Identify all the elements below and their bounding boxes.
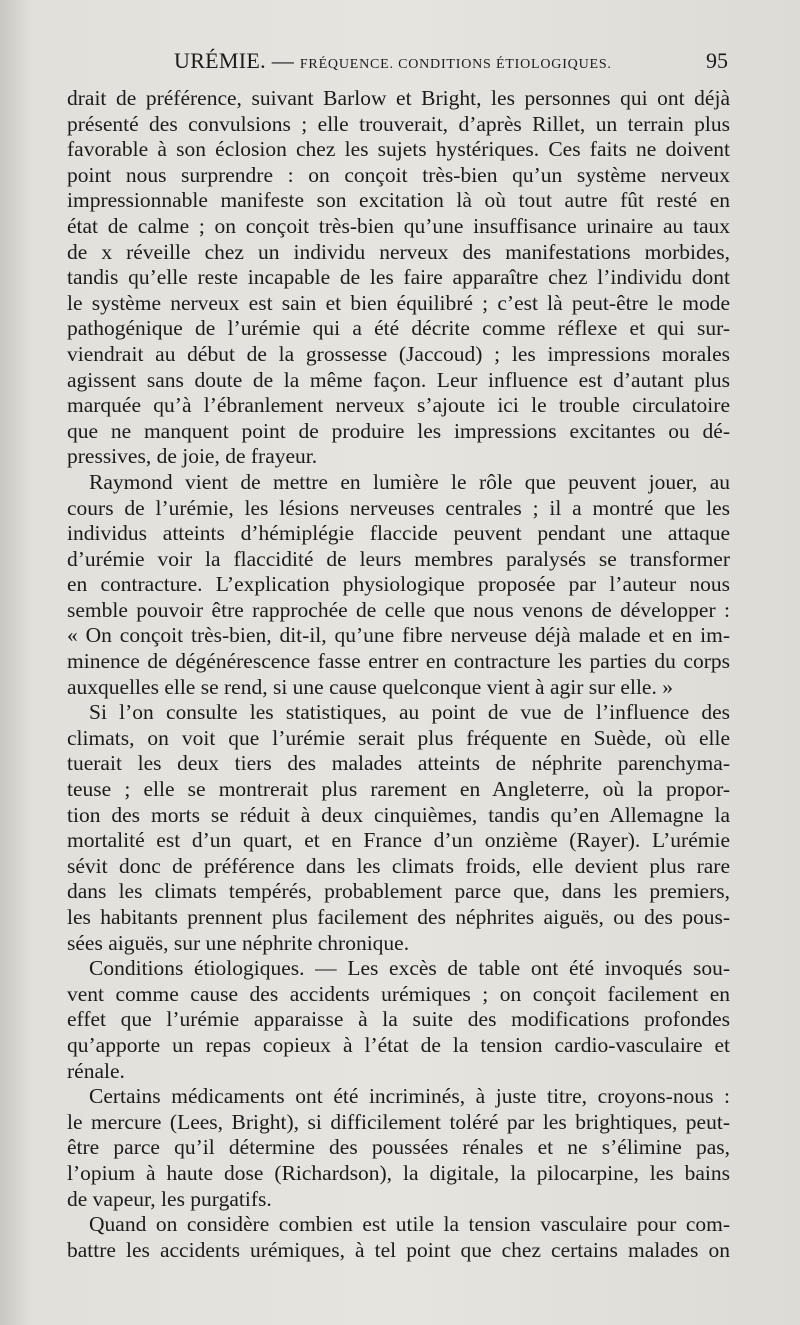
text-line: être parce qu’il détermine des poussées rénales et ne s’élimine pas, [67, 1135, 730, 1160]
text-line: tuerait les deux tiers des malades atteints de néphrite parenchyma- [67, 751, 730, 776]
running-header [66, 48, 728, 78]
header-title-main: URÉMIE. [174, 48, 266, 73]
text-line: viendrait au début de la grossesse (Jaccoud) ; les impressions morales [67, 341, 730, 366]
text-line: présenté des convulsions ; elle trouverait, d’après Rillet, un terrain plus [67, 111, 730, 136]
text-line: sées aiguës, sur une néphrite chronique. [67, 930, 410, 955]
text-line: individus atteints d’hémiplégie flaccide peuvent pendant une attaque [67, 521, 730, 546]
text-line: battre les accidents urémiques, à tel point que chez certains malades on [67, 1237, 730, 1262]
text-line: semble pouvoir être rapprochée de celle que nous venons de développer : [67, 597, 730, 622]
text-line: rénale. [67, 1058, 125, 1083]
text-line: tandis qu’elle reste incapable de les faire apparaître chez l’individu dont [67, 265, 730, 290]
text-line: Certains médicaments ont été incriminés, à juste titre, croyons-nous : [89, 1084, 730, 1109]
text-line: auxquelles elle se rend, si une cause quelconque vient à agir sur elle. » [67, 674, 673, 699]
text-line: dans les climats tempérés, probablement parce que, dans les premiers, [67, 879, 730, 904]
text-line: qu’apporte un repas copieux à l’état de la tension cardio-vasculaire et [67, 1032, 730, 1057]
text-line: le système nerveux est sain et bien équilibré ; c’est là peut-être le mode [67, 290, 730, 315]
text-line: mortalité est d’un quart, et en France d’un onzième (Rayer). L’urémie [67, 828, 730, 853]
header-title-rest: FRÉQUENCE. CONDITIONS ÉTIOLOGIQUES. [299, 57, 612, 72]
text-line: que ne manquent point de produire les impressions excitantes ou dé- [67, 418, 730, 443]
text-line: Quand on considère combien est utile la tension vasculaire pour com- [89, 1212, 730, 1237]
text-line: « On conçoit très-bien, dit-il, qu’une fibre nerveuse déjà malade et en im- [67, 623, 730, 648]
text-line: marquée qu’à l’ébranlement nerveux s’ajoute ici le trouble circulatoire [67, 393, 730, 418]
text-line: climats, on voit que l’urémie serait plus fréquente en Suède, où elle [67, 725, 730, 750]
text-line: minence de dégénérescence fasse entrer en contracture les parties du corps [67, 649, 730, 674]
text-line: l’opium à haute dose (Richardson), la digitale, la pilocarpine, les bains [67, 1160, 730, 1185]
text-line: d’urémie voir la flaccidité de leurs membres paralysés se transformer [67, 546, 730, 571]
text-line: Si l’on consulte les statistiques, au point de vue de l’influence des [89, 700, 730, 725]
text-line: en contracture. L’explication physiologique proposée par l’auteur nous [67, 572, 730, 597]
text-line: impressionnable manifeste son excitation là où tout autre fût resté en [67, 188, 730, 213]
text-line: cours de l’urémie, les lésions nerveuses centrales ; il a montré que les [67, 495, 730, 520]
text-line: sévit donc de préférence dans les climats froids, elle devient plus rare [67, 853, 730, 878]
page-body-text [67, 86, 730, 1263]
text-line: drait de préférence, suivant Barlow et Bright, les personnes qui ont déjà [67, 86, 730, 110]
text-line: état de calme ; on conçoit très-bien qu’une insuffisance urinaire au taux [67, 213, 730, 238]
text-line: pressives, de joie, de frayeur. [67, 444, 318, 469]
page-number: 95 [706, 48, 728, 73]
section-heading-line: Conditions étiologiques. — Les excès de table ont été invoqués sou- [89, 956, 730, 981]
text-line: tion des morts se réduit à deux cinquièmes, tandis qu’en Allemagne la [67, 802, 730, 827]
text-line: de x réveille chez un individu nerveux des manifestations morbides, [67, 239, 730, 264]
text-line: les habitants prennent plus facilement des néphrites aiguës, ou des pous- [67, 905, 730, 929]
text-line: Raymond vient de mettre en lumière le rôle que peuvent jouer, au [89, 469, 730, 494]
text-line: le mercure (Lees, Bright), si difficilement toléré par les brightiques, peut- [67, 1109, 730, 1134]
text-line: vent comme cause des accidents urémiques ; on conçoit facilement en [67, 981, 730, 1006]
header-title-dash: — [265, 48, 300, 73]
text-line: point nous surprendre : on conçoit très-bien qu’un système nerveux [67, 162, 730, 187]
text-line: de vapeur, les purgatifs. [67, 1186, 272, 1211]
text-line: favorable à son éclosion chez les sujets hystériques. Ces faits ne doivent [67, 137, 730, 162]
text-line: agissent sans doute de la même façon. Leur influence est d’autant plus [67, 367, 730, 392]
text-line: effet que l’urémie apparaisse à la suite des modifications profondes [67, 1007, 730, 1032]
header-title [174, 48, 612, 74]
text-line: pathogénique de l’urémie qui a été décrite comme réflexe et qui sur- [67, 316, 730, 341]
text-line: teuse ; elle se montrerait plus rarement en Angleterre, où la propor- [67, 777, 730, 802]
